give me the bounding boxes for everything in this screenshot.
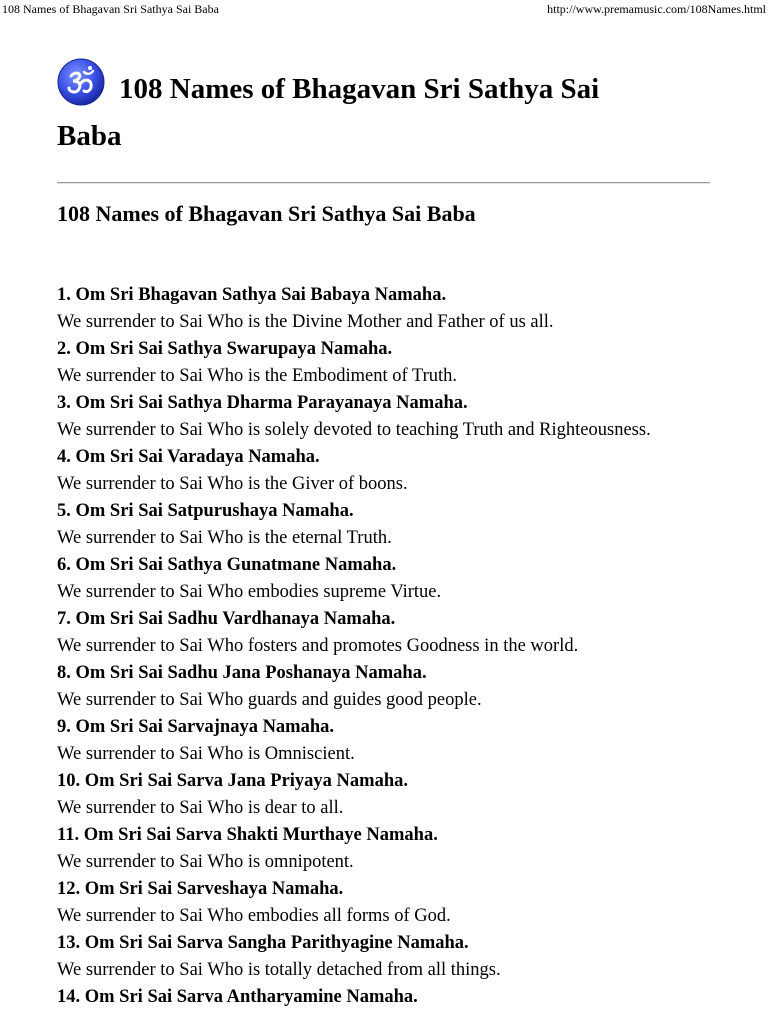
name-meaning: We surrender to Sai Who is Omniscient. [57,744,355,764]
list-item [57,660,727,714]
page-header [57,58,717,153]
name-mantra: 13. Om Sri Sai Sarva Sangha Parithyagine Namaha. [57,933,469,953]
name-mantra: 2. Om Sri Sai Sathya Swarupaya Namaha. [57,339,393,359]
print-header-page-title: 108 Names of Bhagavan Sri Sathya Sai Baba [2,2,219,16]
names-list [57,282,727,1011]
name-mantra: 7. Om Sri Sai Sadhu Vardhanaya Namaha. [57,609,396,629]
name-mantra: 6. Om Sri Sai Sathya Gunatmane Namaha. [57,555,397,575]
page-title [57,58,717,153]
list-item [57,930,727,984]
name-mantra: 5. Om Sri Sai Satpurushaya Namaha. [57,501,354,521]
list-item [57,768,727,822]
page-title-line1: 108 Names of Bhagavan Sri Sathya Sai [119,73,600,105]
name-mantra: 14. Om Sri Sai Sarva Antharyamine Namaha. [57,987,418,1007]
name-mantra: 10. Om Sri Sai Sarva Jana Priyaya Namaha. [57,771,408,791]
name-mantra: 3. Om Sri Sai Sathya Dharma Parayanaya Namaha. [57,393,468,413]
page-title-line2: Baba [57,120,122,152]
list-item [57,498,727,552]
name-mantra: 4. Om Sri Sai Varadaya Namaha. [57,447,320,467]
name-meaning: We surrender to Sai Who embodies all forms of God. [57,906,451,926]
print-header [0,0,768,20]
name-mantra: 11. Om Sri Sai Sarva Shakti Murthaye Namaha. [57,825,438,845]
name-meaning: We surrender to Sai Who is solely devoted to teaching Truth and Righteousness. [57,420,651,440]
list-item [57,390,727,444]
list-item [57,282,727,336]
name-meaning: We surrender to Sai Who fosters and promotes Goodness in the world. [57,636,579,656]
list-item [57,336,727,390]
name-mantra: 9. Om Sri Sai Sarvajnaya Namaha. [57,717,335,737]
list-item [57,822,727,876]
list-item [57,984,727,1011]
list-item [57,876,727,930]
name-meaning: We surrender to Sai Who embodies supreme Virtue. [57,582,442,602]
horizontal-divider [57,182,710,184]
list-item [57,444,727,498]
section-heading: 108 Names of Bhagavan Sri Sathya Sai Baba [57,201,476,226]
list-item [57,552,727,606]
om-icon [57,58,105,106]
name-meaning: We surrender to Sai Who guards and guides good people. [57,690,482,710]
print-header-url: http://www.premamusic.com/108Names.html [547,2,766,16]
name-meaning: We surrender to Sai Who is totally detached from all things. [57,960,501,980]
name-mantra: 8. Om Sri Sai Sadhu Jana Poshanaya Namaha. [57,663,427,683]
list-item [57,606,727,660]
name-meaning: We surrender to Sai Who is omnipotent. [57,852,354,872]
name-meaning: We surrender to Sai Who is the Embodiment of Truth. [57,366,457,386]
name-meaning: We surrender to Sai Who is the Giver of boons. [57,474,408,494]
name-meaning: We surrender to Sai Who is the Divine Mother and Father of us all. [57,312,554,332]
name-meaning: We surrender to Sai Who is the eternal Truth. [57,528,392,548]
list-item [57,714,727,768]
name-mantra: 12. Om Sri Sai Sarveshaya Namaha. [57,879,344,899]
name-meaning: We surrender to Sai Who is dear to all. [57,798,344,818]
name-mantra: 1. Om Sri Bhagavan Sathya Sai Babaya Namaha. [57,285,447,305]
